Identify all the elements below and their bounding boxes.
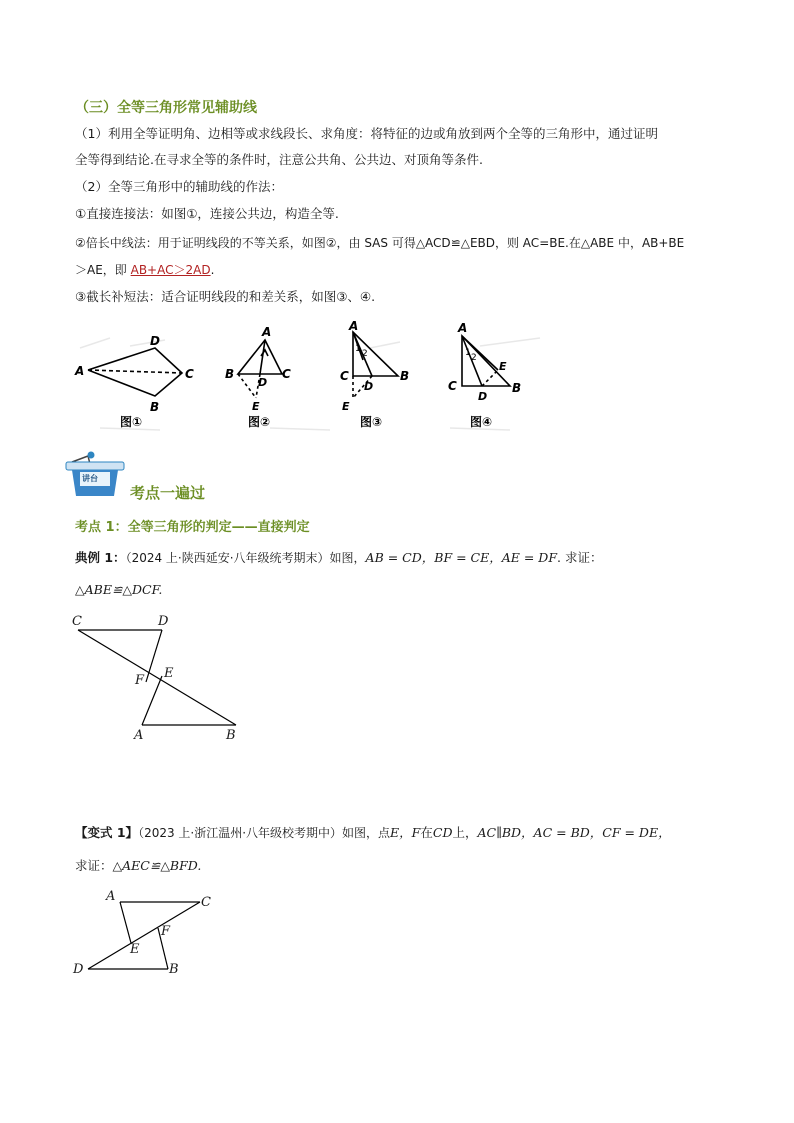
figure-1: [88, 348, 182, 396]
fig3-label-a: A: [349, 319, 359, 333]
fig1-label-a: A: [75, 364, 85, 378]
method-2-conclusion: AB+AC＞2AD: [130, 263, 211, 277]
paragraph-1-line-2: 全等得到结论.在寻求全等的条件时，注意公共角、公共边、对顶角等条件.: [75, 152, 483, 167]
method-3: ③截长补短法：适合证明线段的和差关系，如图③、④.: [75, 289, 376, 304]
variant-1-segment: CD: [432, 825, 453, 840]
fig2-label-b: B: [225, 367, 235, 381]
ex1-label-f: F: [135, 673, 145, 688]
fig4-mark-1: 1: [465, 348, 471, 358]
auxiliary-lines-figures: [70, 318, 570, 436]
variant-1-source: （2023 上·浙江温州·八年级校考期中）如图，点: [138, 826, 391, 840]
fig4-mark-2: 2: [471, 353, 477, 363]
fig1-label-d: D: [150, 334, 160, 348]
example-1-prove: △ABE≌△DCF.: [75, 582, 163, 597]
example-1-line-1: [75, 550, 602, 566]
fig3-mark-1: 1: [355, 344, 361, 354]
variant-1-line-1: [75, 825, 671, 841]
fig4-label-e: E: [499, 360, 507, 373]
example-1-conditions: AB = CD，BF = CE，AE = DF: [365, 550, 558, 565]
fig2-label-d: D: [258, 376, 268, 389]
method-2-line-2: [75, 262, 214, 278]
var1-label-a: A: [106, 889, 116, 904]
variant-1-conditions: AC∥BD，AC = BD，CF = DE，: [477, 825, 671, 840]
fig3-label-e: E: [342, 400, 350, 413]
example-1-ask: . 求证：: [557, 550, 603, 565]
var1-label-b: B: [169, 962, 179, 977]
ex1-label-a: A: [134, 728, 144, 743]
method-1: ①直接连接法：如图①，连接公共边，构造全等.: [75, 206, 339, 221]
example-1-label: 典例 1：: [75, 550, 126, 565]
fig4-caption: 图④: [470, 415, 493, 429]
method-2-suffix: .: [210, 263, 215, 277]
variant-1-prove: △AEC≌△BFD.: [112, 858, 202, 873]
fig1-label-b: B: [150, 400, 160, 414]
var1-label-e: E: [130, 942, 140, 957]
variant-1-prove-prefix: 求证：: [75, 858, 113, 873]
fig2-label-e: E: [252, 400, 260, 413]
fig3-caption: 图③: [360, 415, 383, 429]
fig1-caption: 图①: [120, 415, 143, 429]
fig2-label-c: C: [282, 367, 291, 381]
ex1-label-e: E: [164, 666, 174, 681]
example-1-source: （2024 上·陕西延安·八年级统考期末）如图，: [125, 551, 366, 565]
podium-badge: 讲台: [82, 474, 98, 483]
variant-1-up: 上，: [452, 825, 478, 840]
variant-1-label: 【变式 1】: [75, 825, 139, 840]
ex1-label-d: D: [158, 614, 169, 629]
fig3-label-c: C: [340, 369, 349, 383]
variant-1-on: 在: [420, 825, 433, 840]
method-2-line-1: ②倍长中线法：用于证明线段的不等关系，如图②，由 SAS 可得△ACD≌△EBD，则 AC=BE.在△ABE 中，AB+BE: [75, 236, 685, 250]
fig2-label-a: A: [262, 325, 272, 339]
var1-label-d: D: [73, 962, 84, 977]
ex1-label-c: C: [72, 614, 82, 629]
paragraph-1-line-1: （1）利用全等证明角、边相等或求线段长、求角度：将特征的边或角放到两个全等的三角形中，通过证明: [75, 126, 658, 141]
fig4-label-b: B: [512, 381, 522, 395]
figure-3: [353, 332, 398, 398]
section-title: （三）全等三角形常见辅助线: [75, 100, 257, 116]
fig1-label-c: C: [185, 367, 194, 381]
topic-1-title: 考点 1：全等三角形的判定——直接判定: [75, 520, 310, 535]
var1-label-f: F: [161, 924, 171, 939]
variant-1-points: E，F: [390, 825, 421, 840]
paragraph-2: （2）全等三角形中的辅助线的作法：: [75, 179, 283, 194]
ex1-label-b: B: [226, 728, 236, 743]
fig3-label-b: B: [400, 369, 410, 383]
fig2-caption: 图②: [248, 415, 271, 429]
fig3-label-d: D: [364, 380, 374, 393]
fig4-label-c: C: [448, 379, 457, 393]
fig4-label-d: D: [478, 390, 488, 403]
method-2-prefix: ＞AE，即: [75, 263, 131, 277]
figure-2: [238, 340, 282, 398]
fig3-mark-2: 2: [362, 349, 368, 359]
podium-heading: 考点一遍过: [130, 484, 206, 502]
fig4-label-a: A: [458, 321, 468, 335]
variant-1-figure: [60, 885, 260, 985]
var1-label-c: C: [201, 895, 211, 910]
variant-1-line-2: [75, 858, 201, 874]
